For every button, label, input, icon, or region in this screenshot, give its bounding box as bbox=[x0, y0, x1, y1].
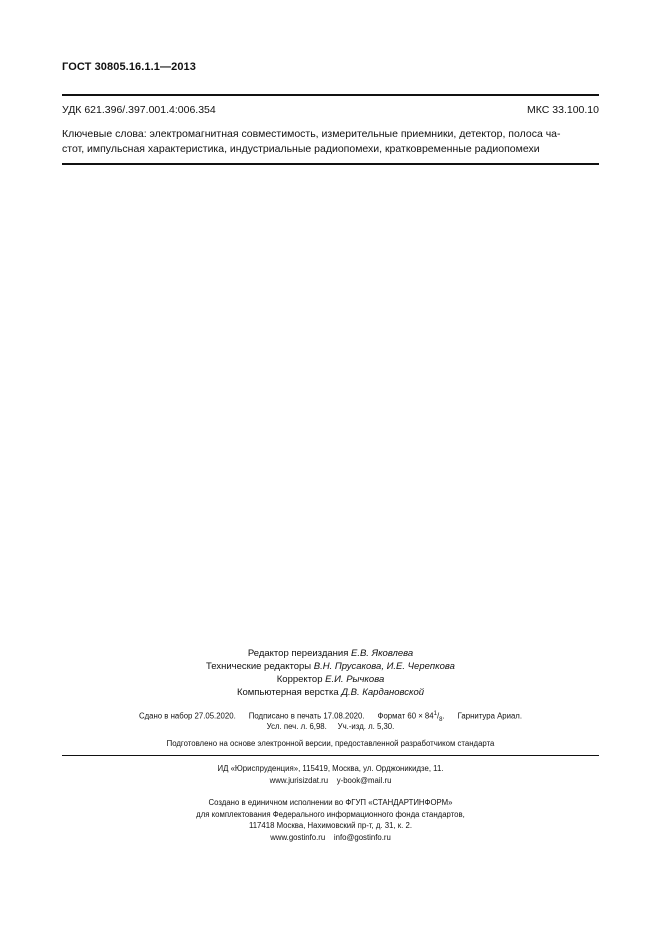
publisher-address: ИД «Юриспруденция», 115419, Москва, ул. Орджоникидзе, 11. bbox=[217, 764, 444, 773]
top-divider bbox=[62, 94, 599, 96]
producer-line-2: для комплектования Федерального информационного фонда стандартов, bbox=[196, 809, 465, 819]
producer-line-3: 117418 Москва, Нахимовский пр-т, д. 31, к. 2. bbox=[248, 821, 413, 830]
bottom-divider bbox=[62, 755, 599, 756]
mks-code: МКС 33.100.10 bbox=[527, 104, 599, 116]
producer-block bbox=[62, 797, 599, 843]
corrector-label: Корректор bbox=[276, 674, 323, 685]
format-label: Формат 60 × 84 bbox=[377, 711, 434, 721]
print-info-line-1: Сдано в набор 27.05.2020. Подписано в печать 17.08.2020. Формат $60 \times 84^1/_8$. Гарнитура Ариал. bbox=[138, 711, 523, 724]
format-fraction-den: 8 bbox=[439, 717, 443, 724]
standard-designation: ГОСТ 30805.16.1.1—2013 bbox=[62, 61, 196, 73]
publisher-contacts: www.jurisizdat.ru y-book@mail.ru bbox=[269, 775, 392, 785]
keywords-divider bbox=[62, 163, 599, 165]
signed-date: Подписано в печать 17.08.2020. bbox=[248, 711, 365, 721]
format-fraction-num: 1 bbox=[433, 711, 437, 717]
keywords-line-2: стот, импульсная характеристика, индустриальные радиопомехи, кратковременные радиопомехи bbox=[62, 142, 540, 155]
corrector-name: Е.И. Рычкова bbox=[325, 674, 385, 685]
keywords-block bbox=[62, 127, 599, 156]
udk-code: УДК 621.396/.397.001.4:006.354 bbox=[62, 104, 216, 116]
layout-label: Компьютерная верстка bbox=[236, 687, 339, 698]
producer-contacts: www.gostinfo.ru info@gostinfo.ru bbox=[270, 832, 391, 842]
publisher-block bbox=[62, 763, 599, 786]
credits-block bbox=[62, 647, 599, 699]
credit-layout bbox=[62, 686, 599, 699]
prepared-note: Подготовлено на основе электронной версии, предоставленной разработчиком стандарта bbox=[166, 739, 495, 748]
tech-editors-names: В.Н. Прусакова, И.Е. Черепкова bbox=[313, 661, 455, 672]
typeset-date: Сдано в набор 27.05.2020. bbox=[138, 711, 236, 721]
credit-tech-editors bbox=[62, 660, 599, 673]
layout-name: Д.В. Кардановской bbox=[341, 687, 425, 698]
producer-line-1: Создано в единичном исполнении во ФГУП «СТАНДАРТИНФОРМ» bbox=[208, 798, 453, 807]
typeface: Гарнитура Ариал. bbox=[457, 711, 523, 721]
publishing-sheets: Уч.-изд. л. 5,30. bbox=[337, 722, 395, 731]
tech-editors-label: Технические редакторы bbox=[206, 661, 312, 672]
editor-label: Редактор переиздания bbox=[247, 648, 349, 659]
keywords-line-1: Ключевые слова: электромагнитная совместимость, измерительные приемники, детектор, полоса ча- bbox=[62, 128, 561, 140]
credit-corrector bbox=[62, 673, 599, 686]
print-info-line-2 bbox=[62, 721, 599, 732]
editor-name: Е.В. Яковлева bbox=[351, 648, 414, 659]
print-sheets: Усл. печ. л. 6,98. bbox=[266, 722, 327, 731]
credit-editor bbox=[62, 647, 599, 660]
